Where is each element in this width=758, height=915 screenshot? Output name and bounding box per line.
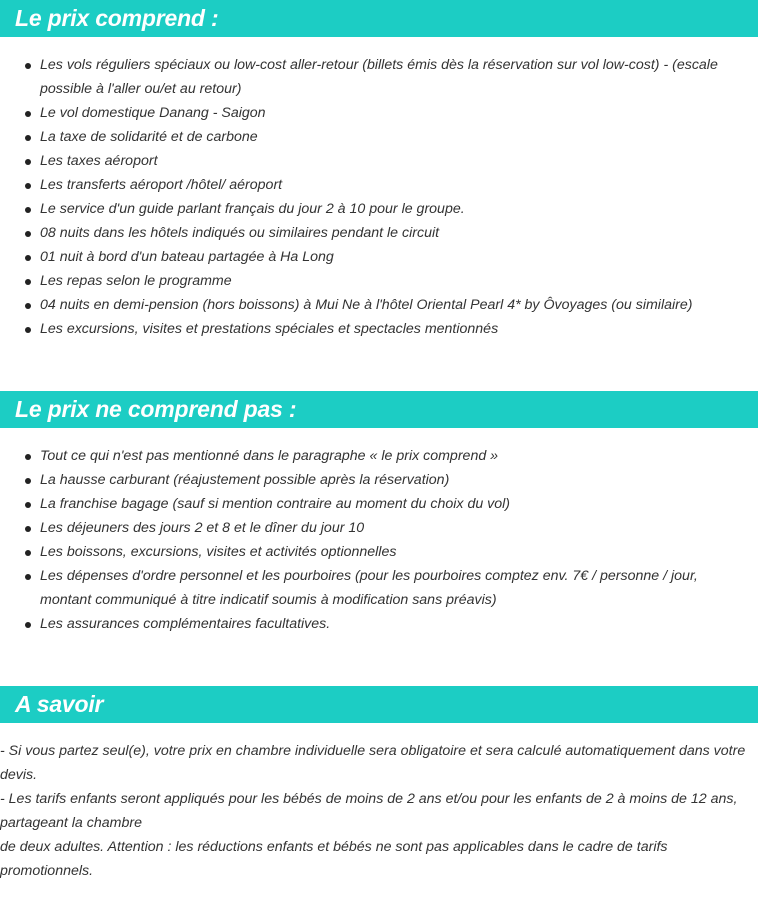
excluded-section-title: Le prix ne comprend pas : — [15, 396, 297, 422]
list-item: Les transferts aéroport /hôtel/ aéroport — [0, 173, 758, 197]
list-item: La franchise bagage (sauf si mention contraire au moment du choix du vol) — [0, 492, 758, 516]
list-item: Les excursions, visites et prestations spéciales et spectacles mentionnés — [0, 317, 758, 341]
included-section-title: Le prix comprend : — [15, 5, 219, 31]
savoir-text — [0, 739, 756, 883]
list-item: Tout ce qui n'est pas mentionné dans le paragraphe « le prix comprend » — [0, 444, 758, 468]
savoir-section-header — [0, 686, 758, 723]
savoir-line: - Les tarifs enfants seront appliqués pour les bébés de moins de 2 ans et/ou pour les enfants de 2 à moins de 12 ans, partageant la chambre — [0, 791, 738, 831]
list-item: Les dépenses d'ordre personnel et les pourboires (pour les pourboires comptez env. 7€ / personne / jour, montant communiqué à titre indicatif soumis à modification sans préavis) — [0, 564, 758, 612]
list-item: Les taxes aéroport — [0, 149, 758, 173]
list-item: Les assurances complémentaires facultatives. — [0, 612, 758, 636]
savoir-line: - Si vous partez seul(e), votre prix en chambre individuelle sera obligatoire et sera calculé automatiquement dans votre devis. — [0, 743, 746, 783]
savoir-section-title: A savoir — [15, 691, 104, 717]
list-item: Les repas selon le programme — [0, 269, 758, 293]
list-item: 01 nuit à bord d'un bateau partagée à Ha Long — [0, 245, 758, 269]
included-list — [0, 53, 758, 341]
list-item: La taxe de solidarité et de carbone — [0, 125, 758, 149]
list-item: 04 nuits en demi-pension (hors boissons) à Mui Ne à l'hôtel Oriental Pearl 4* by Ôvoyages (ou similaire) — [0, 293, 758, 317]
excluded-section-header — [0, 391, 758, 428]
list-item: Les boissons, excursions, visites et activités optionnelles — [0, 540, 758, 564]
list-item: Le vol domestique Danang - Saigon — [0, 101, 758, 125]
list-item: Les vols réguliers spéciaux ou low-cost aller-retour (billets émis dès la réservation sur vol low-cost) - (escale possible à l'aller ou/et au retour) — [0, 53, 758, 101]
list-item: Les déjeuners des jours 2 et 8 et le dîner du jour 10 — [0, 516, 758, 540]
list-item: La hausse carburant (réajustement possible après la réservation) — [0, 468, 758, 492]
excluded-list — [0, 444, 758, 636]
included-section-header — [0, 0, 758, 37]
list-item: 08 nuits dans les hôtels indiqués ou similaires pendant le circuit — [0, 221, 758, 245]
savoir-line: de deux adultes. Attention : les réductions enfants et bébés ne sont pas applicables dans le cadre de tarifs promotionnels. — [0, 839, 668, 879]
list-item: Le service d'un guide parlant français du jour 2 à 10 pour le groupe. — [0, 197, 758, 221]
